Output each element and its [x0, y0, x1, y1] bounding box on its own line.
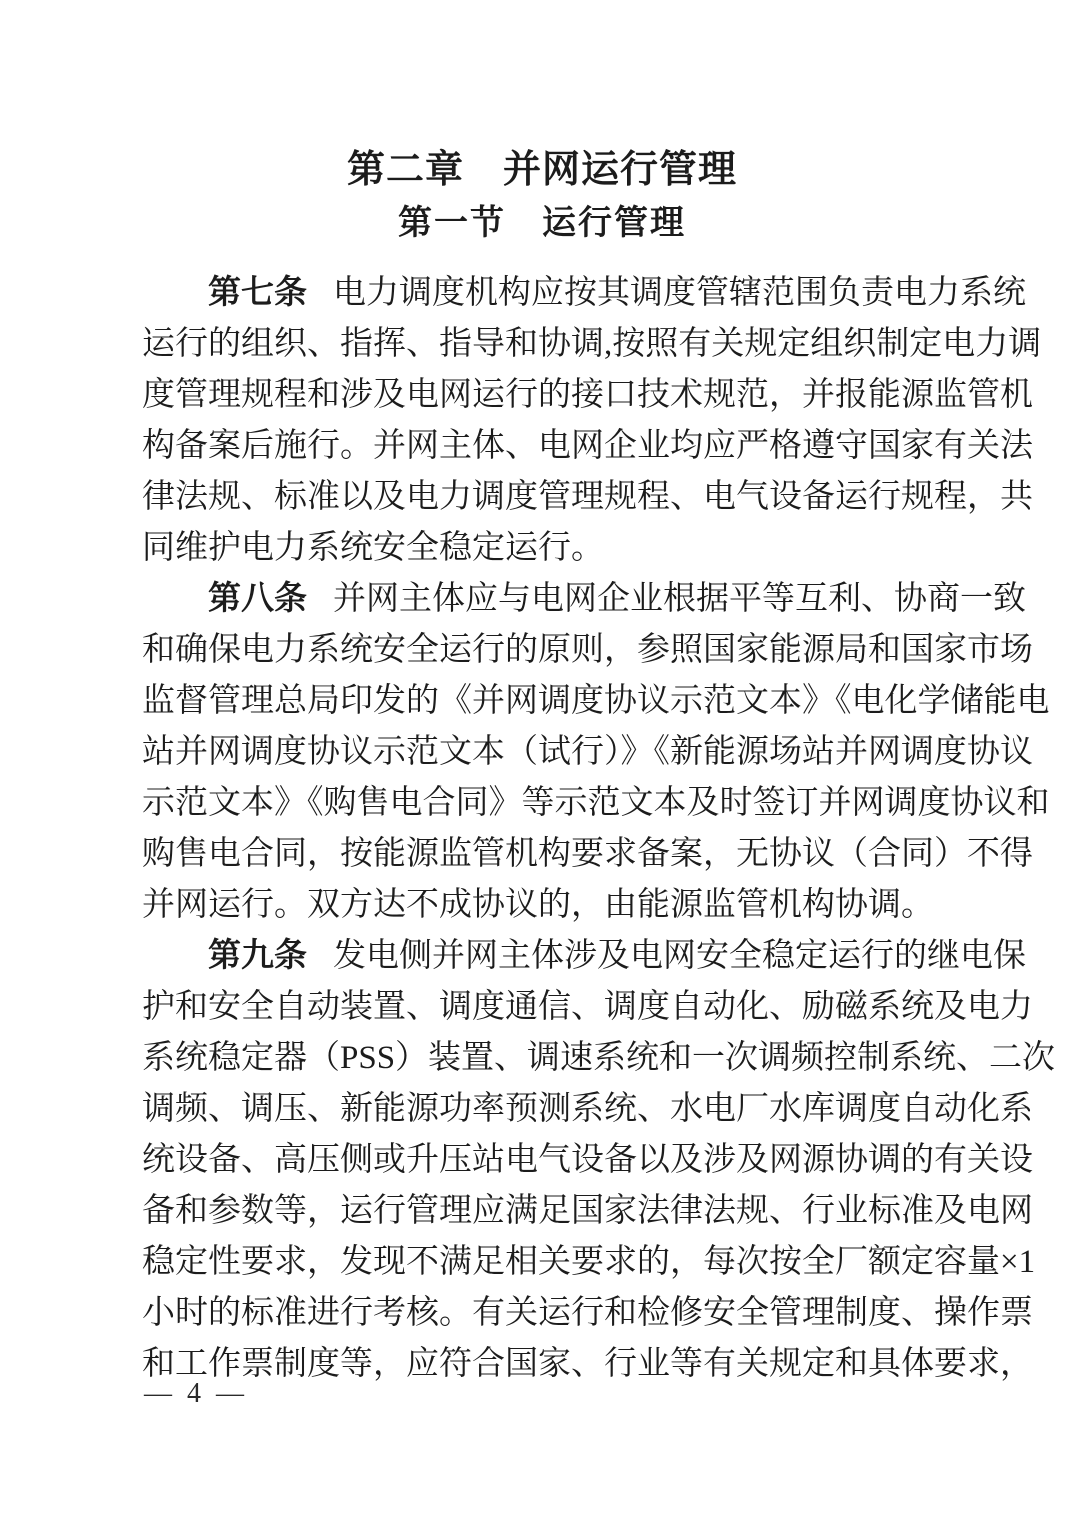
section-title: 第一节 运行管理	[398, 205, 686, 242]
document-content	[142, 148, 1056, 1390]
article-number: 第九条	[208, 938, 307, 974]
article-paragraph	[142, 931, 1056, 1390]
article-number: 第七条	[208, 275, 307, 311]
article-first-line-text: 并网主体应与电网企业根据平等互利、协商一致	[333, 581, 1026, 617]
body-line: 示范文本》《购售电合同》等示范文本及时签订并网调度协议和	[142, 785, 1050, 821]
article-paragraph	[142, 268, 1042, 574]
body-line: 稳定性要求，发现不满足相关要求的，每次按全厂额定容量×1	[142, 1244, 1036, 1280]
body-line: 系统稳定器（PSS）装置、调速系统和一次调频控制系统、二次	[142, 1040, 1056, 1076]
body-line: 统设备、高压侧或升压站电气设备以及涉及网源协调的有关设	[142, 1142, 1033, 1178]
page-number: — 4 —	[144, 1378, 248, 1409]
document-body	[142, 268, 1056, 1390]
body-line: 和确保电力系统安全运行的原则，参照国家能源局和国家市场	[142, 632, 1033, 668]
body-line: 调频、调压、新能源功率预测系统、水电厂水库调度自动化系	[142, 1091, 1033, 1127]
article-number: 第八条	[208, 581, 307, 617]
body-line: 站并网调度协议示范文本（试行）》《新能源场站并网调度协议	[142, 734, 1033, 770]
body-line: 同维护电力系统安全稳定运行。	[142, 530, 604, 566]
body-line: 律法规、标准以及电力调度管理规程、电气设备运行规程，共	[142, 479, 1033, 515]
body-line	[142, 931, 1026, 982]
body-line: 构备案后施行。并网主体、电网企业均应严格遵守国家有关法	[142, 428, 1033, 464]
article-first-line-text: 发电侧并网主体涉及电网安全稳定运行的继电保	[333, 938, 1026, 974]
article-paragraph	[142, 574, 1050, 931]
body-line: 小时的标准进行考核。有关运行和检修安全管理制度、操作票	[142, 1295, 1033, 1331]
body-line: 护和安全自动装置、调度通信、调度自动化、励磁系统及电力	[142, 989, 1033, 1025]
article-first-line-text: 电力调度机构应按其调度管辖范围负责电力系统	[333, 275, 1026, 311]
body-line: 度管理规程和涉及电网运行的接口技术规范，并报能源监管机	[142, 377, 1033, 413]
body-line: 购售电合同，按能源监管机构要求备案，无协议（合同）不得	[142, 836, 1033, 872]
body-line: 并网运行。双方达不成协议的，由能源监管机构协调。	[142, 887, 934, 923]
body-line: 和工作票制度等，应符合国家、行业等有关规定和具体要求，	[142, 1346, 1033, 1382]
body-line	[142, 268, 1026, 319]
body-line: 监督管理总局印发的《并网调度协议示范文本》《电化学储能电	[142, 683, 1050, 719]
chapter-title: 第二章 并网运行管理	[346, 149, 737, 191]
body-line	[142, 574, 1026, 625]
body-line: 运行的组织、指挥、指导和协调,按照有关规定组织制定电力调	[142, 326, 1042, 362]
body-line: 备和参数等，运行管理应满足国家法律法规、行业标准及电网	[142, 1193, 1033, 1229]
